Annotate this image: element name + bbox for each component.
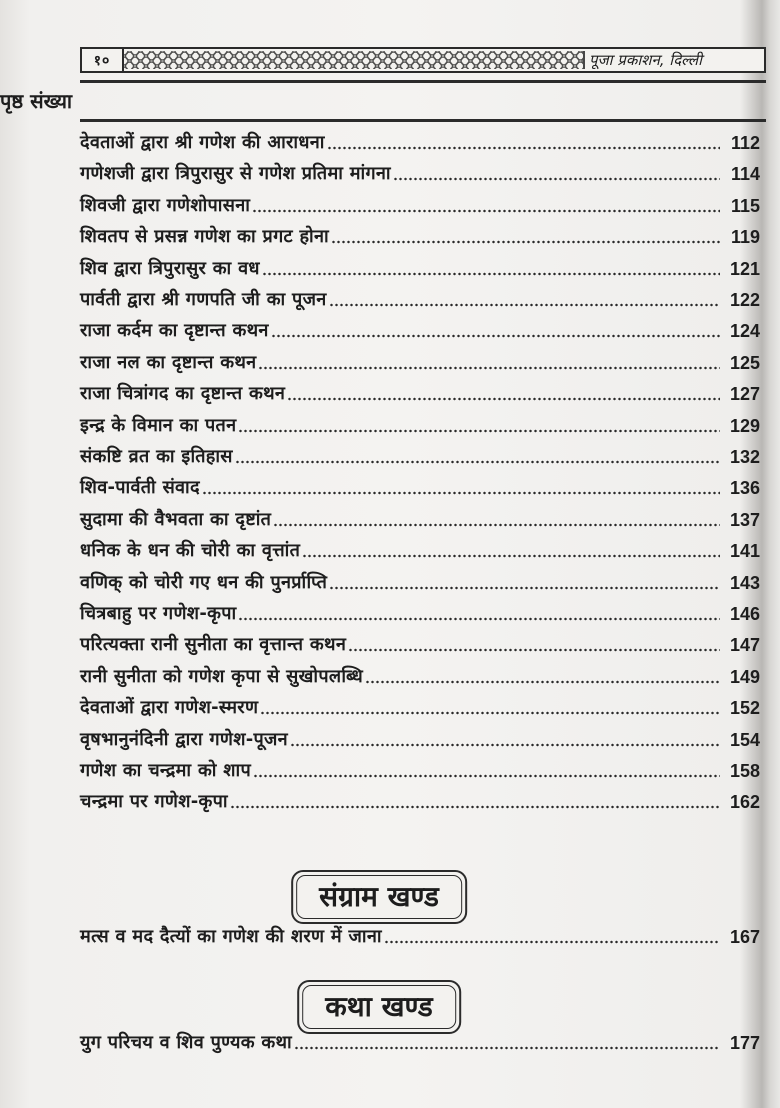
section-heading: संग्राम खण्ड [296, 875, 462, 919]
entry-title: राजा कर्दम का दृष्टान्त कथन [80, 320, 269, 342]
leader-dots [329, 303, 720, 307]
entry-page: 114 [730, 164, 760, 185]
entry-title: देवताओं द्वारा गणेश-स्मरण [80, 697, 259, 719]
column-heading-divider [80, 119, 766, 122]
entry-title: धनिक के धन की चोरी का वृत्तांत [80, 540, 301, 562]
entry-page: 146 [729, 604, 760, 624]
header-divider [80, 80, 766, 83]
section-heading: कथा खण्ड [302, 985, 456, 1029]
entry-title: चित्रबाहु पर गणेश-कृपा [80, 603, 237, 624]
entry-title: गणेशजी द्वारा त्रिपुरासुर से गणेश प्रतिमा मांगना [80, 163, 391, 185]
entry-title: चन्द्रमा पर गणेश-कृपा [80, 791, 228, 813]
entry-page: 177 [729, 1033, 760, 1053]
leader-dots [348, 648, 720, 652]
toc-entry[interactable] [80, 628, 760, 658]
leader-dots [327, 146, 720, 150]
entry-page: 141 [729, 541, 760, 562]
entry-title: संकष्टि व्रत का इतिहास [80, 446, 233, 467]
entry-page: 149 [729, 666, 760, 687]
toc-entry[interactable] [80, 377, 760, 407]
entry-page: 127 [729, 384, 760, 405]
toc-entry[interactable] [80, 723, 760, 753]
entry-title: रानी सुनीता को गणेश कृपा से सुखोपलब्धि [80, 665, 364, 687]
leader-dots [271, 334, 720, 338]
entry-title: राजा नल का दृष्टान्त कथन [80, 351, 257, 373]
entry-page: 143 [729, 572, 760, 593]
entry-page: 147 [729, 635, 760, 656]
leader-dots [290, 743, 720, 747]
leader-dots [384, 940, 720, 944]
entry-page: 167 [729, 927, 760, 947]
entry-page: 154 [729, 729, 760, 750]
entry-title: सुदामा की वैभवता का दृष्टांत [80, 508, 272, 530]
toc-entry[interactable] [80, 283, 760, 313]
section-heading-box [297, 980, 461, 1034]
entry-title: शिवजी द्वारा गणेशोपासना [80, 194, 251, 216]
entry-page: 121 [729, 258, 760, 279]
toc-entry[interactable] [80, 534, 760, 564]
entry-title: पार्वती द्वारा श्री गणपति जी का पूजन [80, 289, 327, 310]
entry-page: 152 [729, 698, 760, 719]
entry-title: शिव द्वारा त्रिपुरासुर का वध [80, 257, 260, 279]
entry-page: 122 [729, 290, 760, 310]
toc-entry[interactable] [80, 220, 760, 250]
leader-dots [235, 460, 720, 464]
toc-entry[interactable] [80, 785, 760, 815]
leader-dots [253, 774, 720, 778]
column-heading-page: पृष्ठ संख्या [0, 84, 780, 118]
leader-dots [393, 177, 720, 181]
leader-dots [294, 1046, 720, 1050]
entry-title: राजा चित्रांगद का दृष्टान्त कथन [80, 383, 286, 405]
entry-title: परित्यक्ता रानी सुनीता का वृत्तान्त कथन [80, 634, 347, 656]
toc-entry[interactable] [80, 189, 760, 219]
entry-page: 158 [729, 761, 760, 781]
page-number: १० [82, 49, 124, 71]
entry-page: 124 [729, 321, 760, 342]
publisher-name: पूजा प्रकाशन, दिल्ली [589, 51, 702, 69]
toc-entry[interactable] [80, 126, 760, 156]
toc-entry[interactable] [80, 471, 760, 501]
entry-title: इन्द्र के विमान का पतन [80, 414, 237, 436]
entry-title: युग परिचय व शिव पुण्यक कथा [80, 1032, 292, 1053]
entry-title: वणिक् को चोरी गए धन की पुनर्प्राप्ति [80, 571, 328, 593]
entry-page: 137 [729, 509, 760, 530]
leader-dots [287, 397, 720, 401]
leader-dots [260, 711, 720, 715]
entry-title: शिव-पार्वती संवाद [80, 477, 200, 499]
leader-dots [238, 617, 720, 621]
entry-title: मत्स व मद दैत्यों का गणेश की शरण में जाना [80, 926, 382, 947]
toc-entry[interactable] [80, 660, 760, 690]
entry-title: शिवतप से प्रसन्न गणेश का प्रगट होना [80, 226, 329, 248]
leader-dots [230, 805, 720, 809]
leader-dots [365, 680, 720, 684]
toc-entry[interactable] [80, 346, 760, 376]
toc-entry[interactable] [80, 597, 760, 627]
leader-dots [331, 240, 720, 244]
toc-entry[interactable] [80, 920, 760, 950]
toc-entry[interactable] [80, 409, 760, 439]
leader-dots [273, 523, 720, 527]
leader-dots [262, 272, 720, 276]
toc-entry[interactable] [80, 754, 760, 784]
leader-dots [202, 491, 720, 495]
entry-title: देवताओं द्वारा श्री गणेश की आराधना [80, 132, 325, 153]
toc-entry[interactable] [80, 566, 760, 596]
entry-page: 129 [729, 415, 760, 436]
ornamental-border-icon [124, 51, 585, 69]
leader-dots [238, 429, 720, 433]
section-heading-box [291, 870, 467, 924]
entry-page: 136 [729, 478, 760, 499]
entry-title: वृषभानुनंदिनी द्वारा गणेश-पूजन [80, 728, 288, 750]
toc-entry[interactable] [80, 252, 760, 282]
entry-title: गणेश का चन्द्रमा को शाप [80, 760, 252, 781]
leader-dots [302, 554, 720, 558]
entry-page: 115 [730, 195, 760, 216]
entry-page: 112 [730, 133, 760, 153]
entry-page: 119 [730, 227, 760, 248]
entry-page: 125 [729, 352, 760, 373]
entry-page: 162 [729, 792, 760, 813]
toc-entry[interactable] [80, 440, 760, 470]
leader-dots [252, 209, 720, 213]
toc-entry[interactable] [80, 503, 760, 533]
entry-page: 132 [729, 447, 760, 467]
running-header [80, 47, 766, 73]
toc-entry[interactable] [80, 157, 760, 187]
leader-dots [258, 366, 720, 370]
toc-entry[interactable] [80, 314, 760, 344]
toc-entry[interactable] [80, 691, 760, 721]
leader-dots [329, 586, 720, 590]
